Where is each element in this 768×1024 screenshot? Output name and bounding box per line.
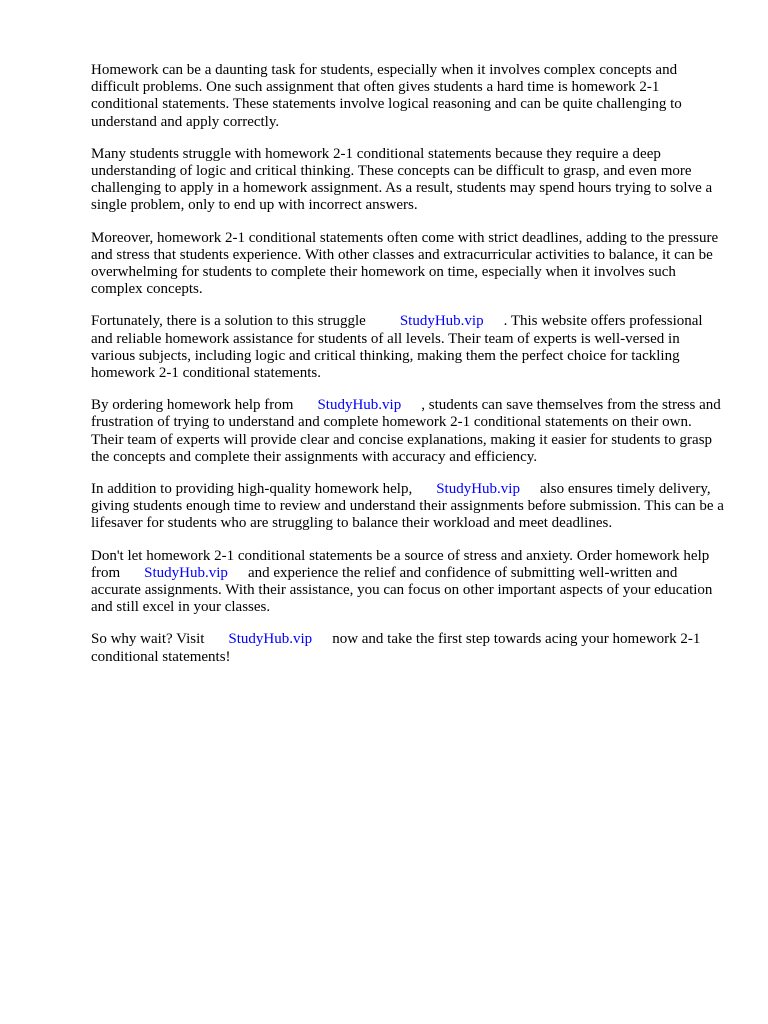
paragraph-order-now <box>91 548 727 617</box>
paragraph-struggle: Many students struggle with homework 2-1 conditional statements because they require a deep understanding of logic and critical thinking. These concepts can be difficult to grasp, and even more challenging to apply in a homework assignment. As a result, students may spend hours trying to solve a single problem, only to end up with incorrect answers. <box>91 145 713 214</box>
paragraph-delivery-text-after: also ensures timely delivery, giving students enough time to review and understand their assignments before submission. This can be a lifesaver for students who are struggling to balance their workload and meet deadlines. <box>91 481 724 532</box>
paragraph-delivery <box>91 481 727 533</box>
studyhub-link-3[interactable]: StudyHub.vip <box>436 481 520 498</box>
paragraph-order-now-text-before: Don't let homework 2-1 conditional statements be a source of stress and anxiety. Order homework help from <box>91 547 710 581</box>
paragraph-ordering <box>91 397 727 466</box>
paragraph-delivery-text-before: In addition to providing high-quality homework help, <box>91 481 413 498</box>
paragraph-ordering-text-before: By ordering homework help from <box>91 397 294 414</box>
document-body <box>91 62 727 681</box>
paragraph-ordering-text-after: , students can save themselves from the stress and frustration of trying to understand and complete homework 2-1 conditional statements on their own. Their team of experts will provide clear and concise explanations, making it easier for students to grasp the concepts and complete their assignments with accuracy and efficiency. <box>91 397 721 465</box>
studyhub-link-1[interactable]: StudyHub.vip <box>399 313 484 330</box>
studyhub-link-5[interactable]: StudyHub.vip <box>228 631 313 648</box>
paragraph-solution-text-after: . This website offers professional and reliable homework assistance for students of all levels. Their team of experts is well-versed in various subjects, including logic and critical thinking, making them the perfect choice for tackling homework 2-1 conditional statements. <box>91 313 703 382</box>
paragraph-solution-text-before: Fortunately, there is a solution to this struggle <box>91 313 366 330</box>
studyhub-link-2[interactable]: StudyHub.vip <box>317 397 402 414</box>
studyhub-link-4[interactable]: StudyHub.vip <box>144 564 228 581</box>
paragraph-call-to-action-text-before: So why wait? Visit <box>91 631 205 648</box>
paragraph-intro: Homework can be a daunting task for students, especially when it involves complex concepts and difficult problems. One such assignment that often gives students a hard time is homework 2-1 conditional statements. These statements involve logical reasoning and can be quite challenging to understand and apply correctly. <box>91 62 682 130</box>
paragraph-solution <box>91 313 727 382</box>
paragraph-call-to-action <box>91 631 727 665</box>
paragraph-call-to-action-text-after: now and take the first step towards acing your homework 2-1 conditional statements! <box>91 631 701 665</box>
paragraph-order-now-text-after: and experience the relief and confidence of submitting well-written and accurate assignments. With their assistance, you can focus on other important aspects of your education and still excel in your classes. <box>91 564 713 616</box>
paragraph-deadlines: Moreover, homework 2-1 conditional statements often come with strict deadlines, adding to the pressure and stress that students experience. With other classes and extracurricular activities to balance, it can be overwhelming for students to complete their homework on time, especially when it involves such complex concepts. <box>91 229 719 298</box>
